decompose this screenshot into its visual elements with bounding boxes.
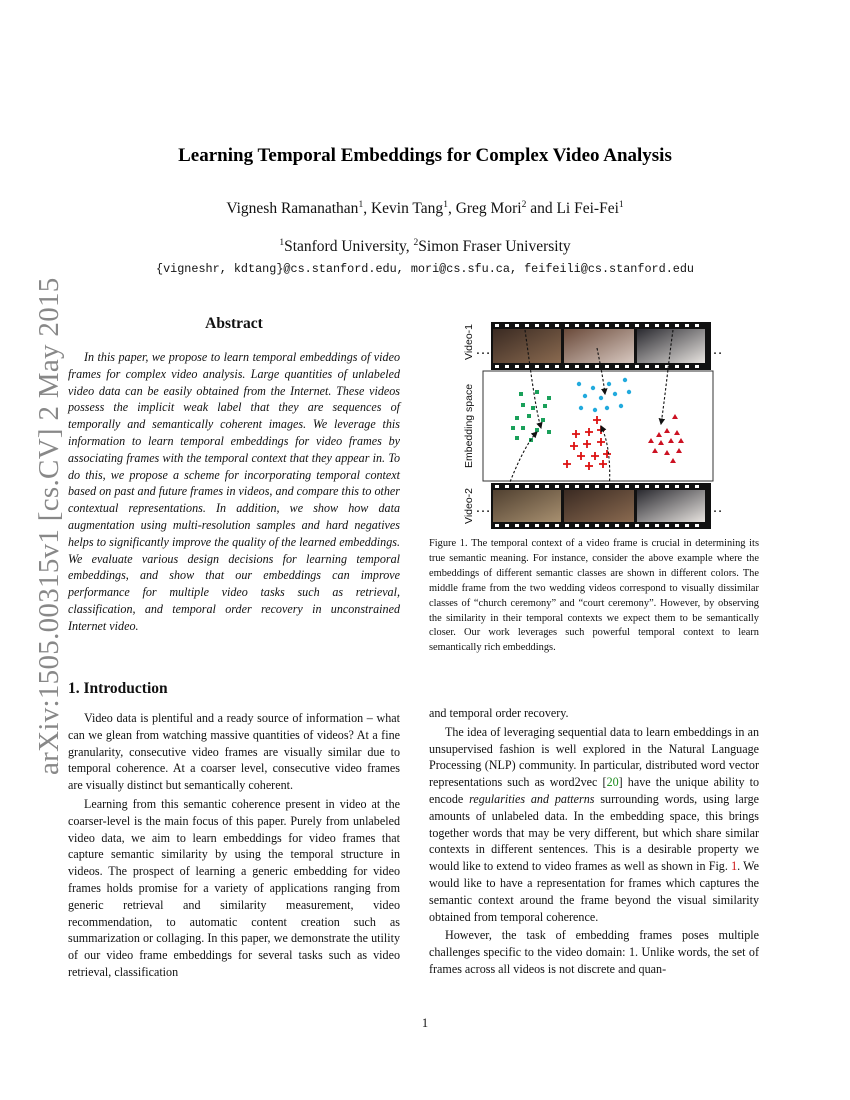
- intro-paragraph: and temporal order recovery.: [429, 706, 569, 720]
- text-run: surrounding words, using large amounts of unlabeled data. In the embedding space, this brings together words that may be very different, but which share similar contexts in different sentences. This is a desirable property we would like to extend to video frames as well as shown in Fig.: [429, 791, 759, 874]
- video-1-filmstrip: [491, 322, 711, 370]
- figure-1-caption: Figure 1. The temporal context of a video frame is crucial in determining its true semantic meaning. For instance, consider the above example where the embeddings of different semantic classes are shown in different colors. The middle frame from the two wedding videos correspond to visually dissimilar classes of “church ceremony” and “court ceremony”. However, by observing the similarity in their temporal contexts we expect them to be semantically closer. Our work leverages such powerful temporal context to learn semantically rich embeddings.: [429, 538, 759, 654]
- citation-bracket: [: [602, 775, 607, 790]
- citation-bracket: ]: [618, 775, 623, 790]
- figure-reference-link[interactable]: 1: [731, 859, 738, 874]
- abstract-heading: Abstract: [205, 315, 263, 332]
- video-1-frame-past: [493, 329, 561, 363]
- section-heading-introduction: 1. Introduction: [68, 680, 168, 697]
- author-name: Li Fei-Fei: [556, 200, 619, 217]
- label-video-1: Video-1: [463, 323, 475, 360]
- author-name: Kevin Tang: [370, 200, 444, 217]
- ellipsis-right: …: [707, 341, 723, 358]
- author-affiliation-mark: 1: [618, 199, 624, 210]
- author-list: [0, 200, 850, 218]
- affiliation-stanford: Stanford University,: [284, 238, 414, 255]
- intro-paragraph: Video data is plentiful and a ready source of information – what can we glean from watching massive quantities of videos? At a fine granularity, consecutive video frames are visually similar due to temporal coherence. At a coarser level, consecutive video frames are visually distinct but semantically coherent.: [68, 711, 400, 793]
- author-name: Greg Mori: [455, 200, 522, 217]
- author-emails: {vigneshr, kdtang}@cs.stanford.edu, mori@cs.sfu.ca, feifeili@cs.stanford.edu: [155, 262, 695, 276]
- author-affiliation-mark: 1: [443, 199, 448, 210]
- citation-link[interactable]: 20: [606, 775, 619, 790]
- affiliation-mark: 2: [413, 237, 419, 248]
- author-affiliation-mark: 2: [521, 199, 527, 210]
- author-separator: ,: [447, 200, 456, 217]
- arxiv-identifier: arXiv:1505.00315v1 [cs.CV] 2 May 2015: [33, 277, 65, 775]
- intro-left-column: [68, 710, 400, 983]
- author-name: Vignesh Ramanathan: [226, 200, 359, 217]
- text-run: The idea of leveraging sequential data to learn embeddings in an unsupervised fashion is well explored in the Natural Language Processing (NLP) community. In particular, distributed word vector representations such as word2vec: [429, 724, 759, 790]
- affiliation-sfu: Simon Fraser University: [418, 238, 571, 255]
- ellipsis-right-2: …: [707, 499, 723, 516]
- paper-title: Learning Temporal Embeddings for Complex Video Analysis: [178, 145, 672, 166]
- intro-paragraph: Learning from this semantic coherence present in video at the coarser-level is the main focus of this paper. Purely from unlabeled video data, we aim to learn embeddings for video frames that capture semantic similarity by using the temporal structure in videos. The prospect of learning a generic embedding for video frames holds promise for a variety of applications ranging from generic retrieval and similarity measurement, video recommendation, to automatic content creation such as summarization or collaging. In this paper, we demonstrate the utility of our video frame embeddings for several tasks such as video retrieval, classification: [68, 796, 400, 979]
- affiliations: [0, 238, 850, 256]
- affiliation-mark: 1: [279, 237, 285, 248]
- video-2-frame-past: [493, 490, 561, 522]
- figure-1: [455, 318, 723, 533]
- intro-paragraph: However, the task of embedding frames poses multiple challenges specific to the video domain: 1. Unlike words, the set of frames across all videos is not discrete and quan-: [429, 928, 759, 976]
- author-separator: and: [526, 200, 557, 217]
- label-video-2: Video-2: [463, 487, 475, 524]
- abstract-text: In this paper, we propose to learn temporal embeddings of video frames for complex video analysis. Large quantities of unlabeled video data can be easily obtained from the Internet. These videos possess the implicit weak label that they are sequences of temporally and semantically coherent images. We leverage this information to learn temporal embeddings for video frames by associating frames with the temporal context that they appear in. To do this, we propose a scheme for incorporating temporal context based on past and future frames in videos, and compare this to other contextual representations. In addition, we show how data augmentation using multi-resolution samples and hard negatives helps to significantly improve the quality of the learned embeddings. We evaluate various design decisions for learning temporal embeddings, and show that our embeddings can improve performance for multiple video tasks such as retrieval, classification, and temporal order recovery in unconstrained Internet video.: [68, 350, 400, 633]
- video-2-filmstrip: [491, 483, 711, 529]
- video-2-frame-future: [637, 490, 705, 522]
- author-affiliation-mark: 1: [358, 199, 364, 210]
- author-separator: ,: [363, 200, 371, 217]
- intro-paragraph-word2vec: [429, 724, 759, 926]
- label-embedding-space: Embedding space: [463, 383, 475, 468]
- emphasis: regularities and patterns: [469, 791, 595, 806]
- figure-1-graphic: [455, 318, 723, 533]
- page-number: 1: [421, 1016, 429, 1030]
- ellipsis-left: …: [475, 341, 491, 358]
- video-2-frame-middle: [564, 490, 634, 522]
- video-1-frame-future: [637, 329, 705, 363]
- text-run: . We would like to have a representation for frames which captures the semantic context around the frame beyond the visual similarity obtained from temporal coherence.: [429, 859, 759, 924]
- text-run: have the unique ability to encode: [429, 775, 759, 806]
- ellipsis-left-2: …: [475, 499, 491, 516]
- intro-right-column: [429, 705, 759, 980]
